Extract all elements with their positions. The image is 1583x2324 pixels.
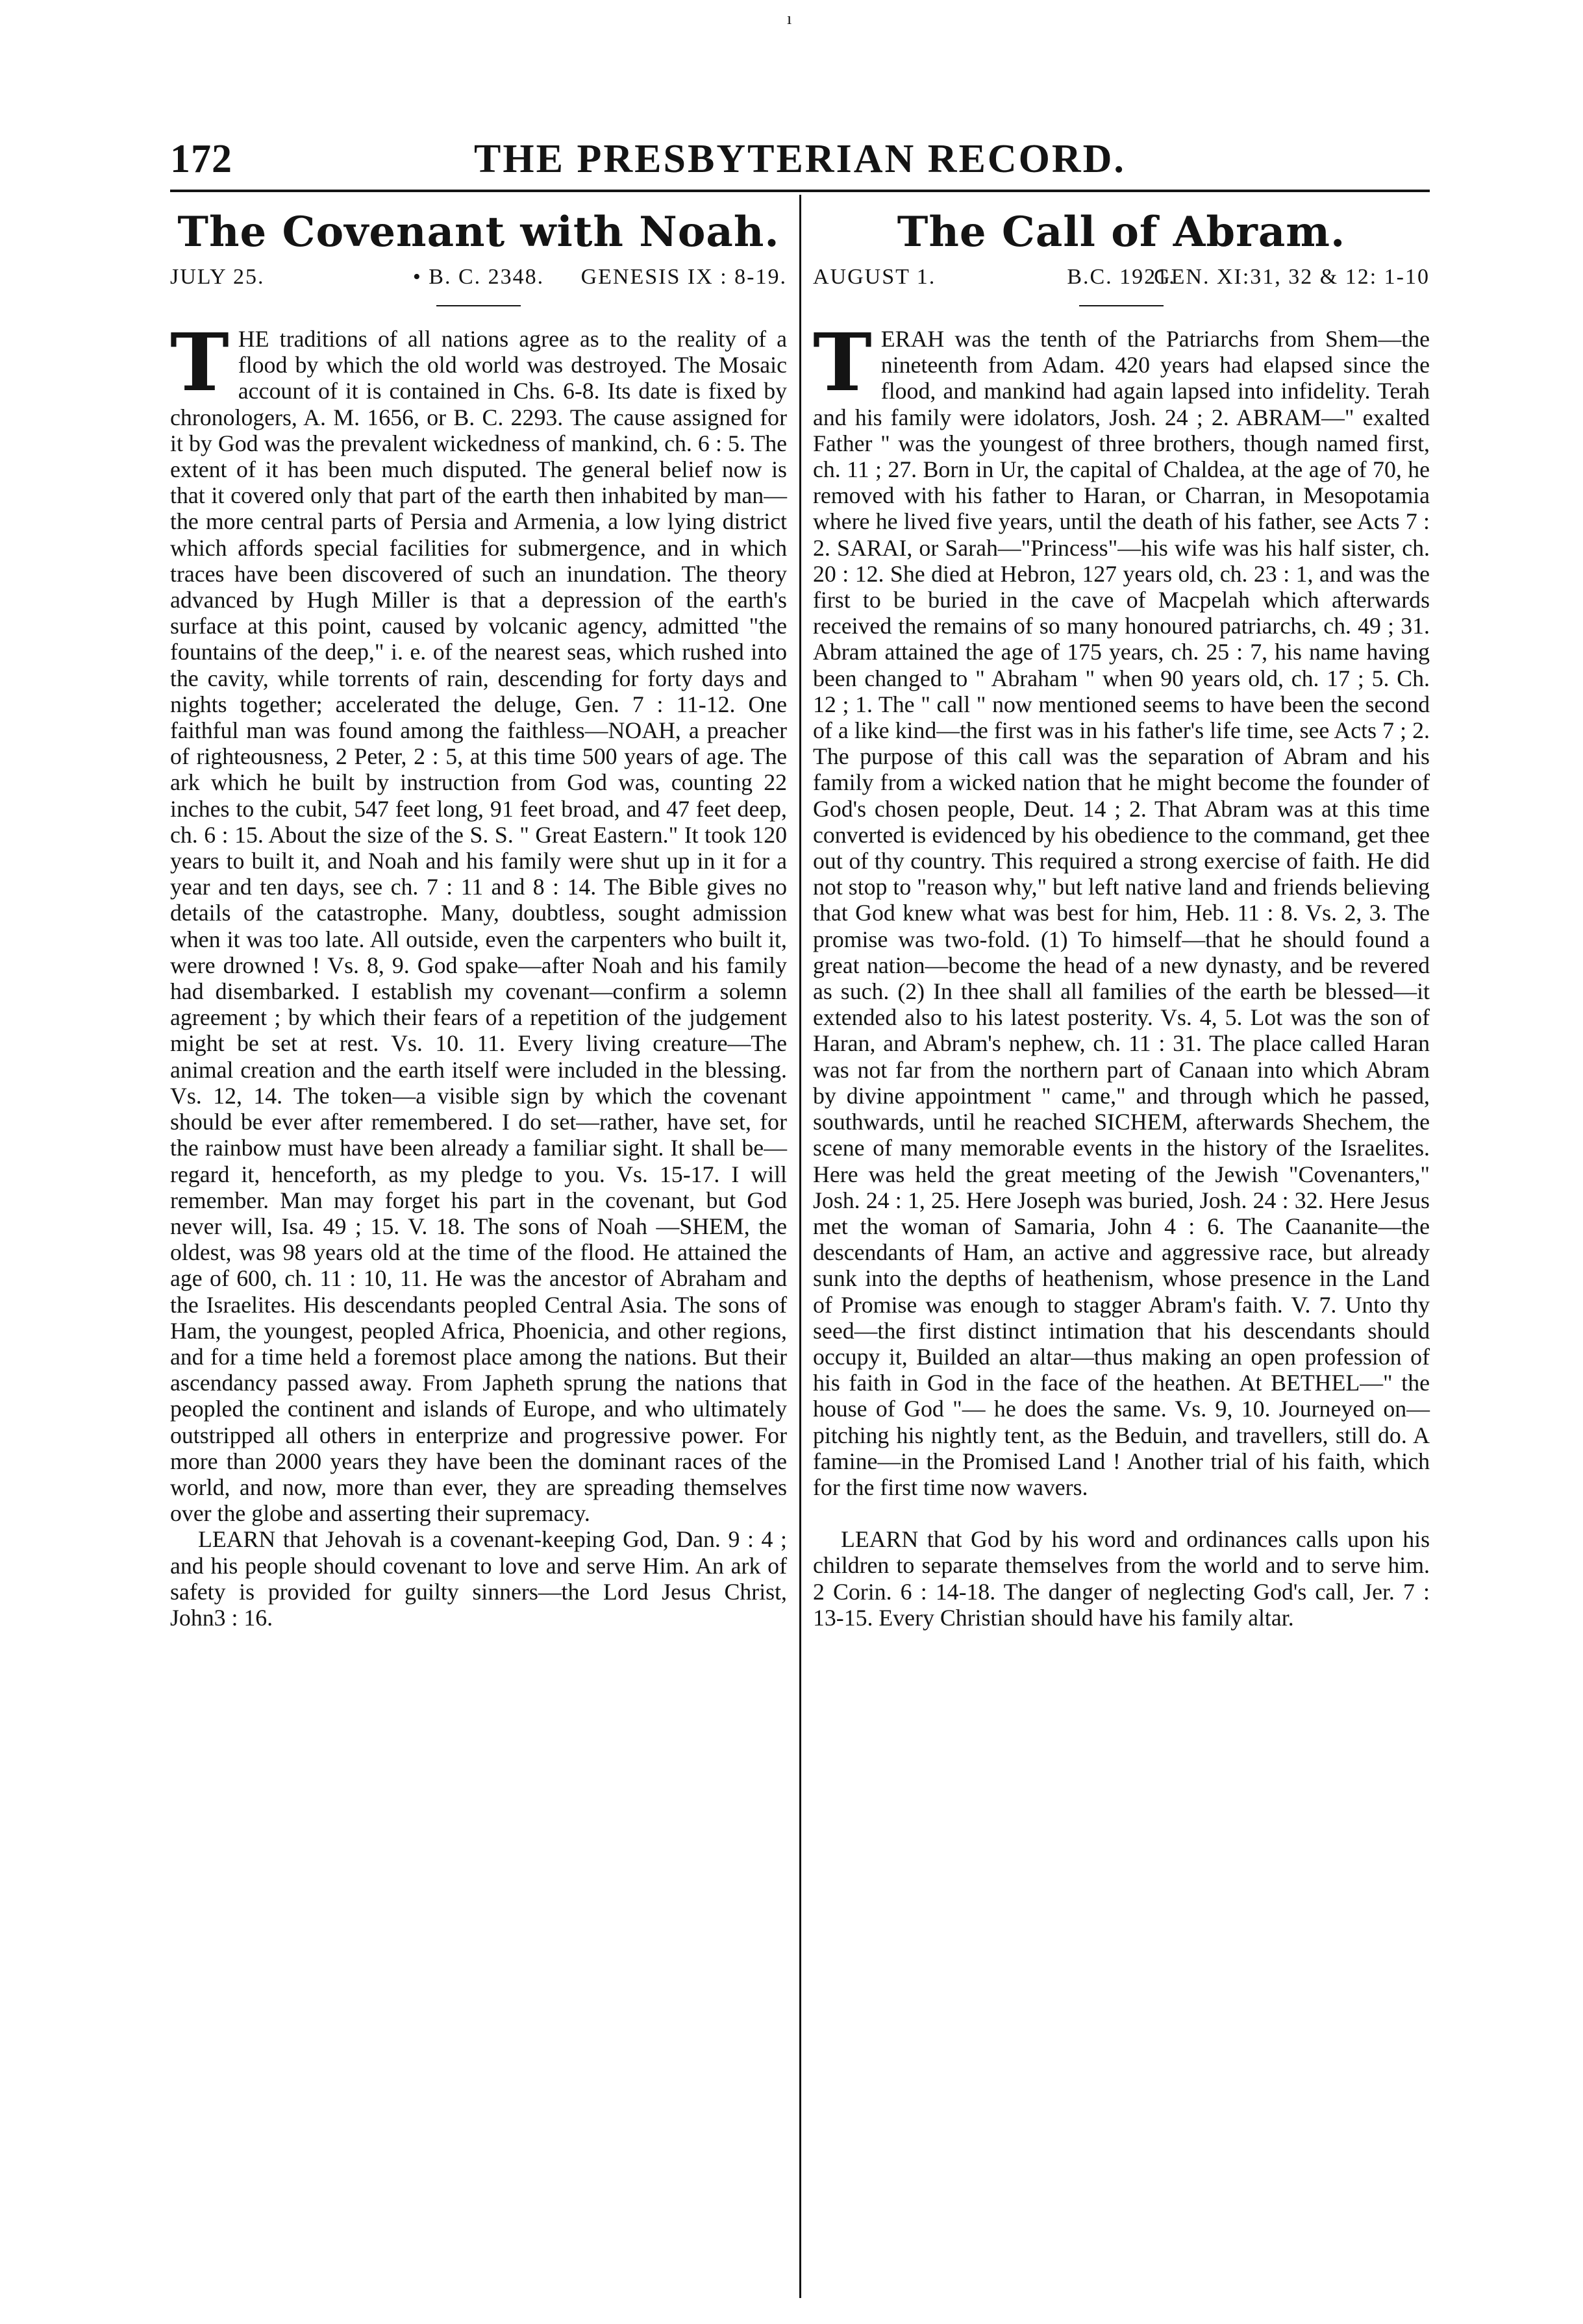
page-header [170, 136, 1430, 188]
running-title: THE PRESBYTERIAN RECORD. [474, 137, 1126, 181]
lesson-title: The Call of Abram. [897, 208, 1346, 256]
page-mark: ı [787, 9, 792, 28]
body-paragraph [170, 315, 787, 1527]
right-column [813, 203, 1430, 1631]
drop-cap: T [813, 315, 872, 409]
learn-paragraph: LEARN that Jehovah is a covenant-keeping God, Dan. 9 : 4 ; and his people should covenant to love and serve Him. An ark of safety is provided for guilty sinners—the Lord Jesus Christ, John3 : 16. [170, 1526, 787, 1631]
body-text: HE traditions of all nations agree as to the reality of a flood by which the old world was destroyed. The Mosaic account of it is contained in Chs. 6-8. Its date is fixed by chronologers, A. M. 1656, or B. C. 2293. The cause assigned for it by God was the prevalent wickedness of mankind, ch. 6 : 5. The extent of it has been much disputed. The general belief now is that it covered only that part of the earth then inhabited by man—the more central parts of Persia and Armenia, a low lying district which affords special facilities for submergence, and in which traces have been discovered of such an inundation. The theory advanced by Hugh Miller is that a depression of the earth's surface at this point, caused by volcanic agency, admitted "the fountains of the deep," i. e. of the nearest seas, which rushed into the cavity, while torrents of rain, descending for forty days and nights together; accelerated the deluge, Gen. 7 : 11-12. One faithful man was found among the faithless—NOAH, a preacher of righteousness, 2 Peter, 2 : 5, at this time 500 years of age. The ark which he built by instruction from God was, counting 22 inches to the cubit, 547 feet long, 91 feet broad, and 47 feet deep, ch. 6 : 15. About the size of the S. S. " Great Eastern." It took 120 years to built it, and Noah and his family were shut up in it for a year and ten days, see ch. 7 : 11 and 8 : 14. The Bible gives no details of the catastrophe. Many, doubtless, sought admission when it was too late. All outside, even the carpenters who built it, were drowned ! Vs. 8, 9. God spake—after Noah and his family had disembarked. I establish my covenant—confirm a solemn agreement ; by which their fears of a repetition of the judgement might be set at rest. Vs. 10. 11. Every living creature—The animal creation and the earth itself were included in the blessing. Vs. 12, 14. The token—a visible sign by which the covenant should be ever after remembered. I do set—rather, have set, for the rainbow must have been already a familiar sight. It shall be—regard it, henceforth, as my pledge to you. Vs. 15-17. I will remember. Man may forget his part in the covenant, but God never will, Isa. 49 ; 15. V. 18. The sons of Noah —SHEM, the oldest, was 98 years old at the time of the flood. He attained the age of 600, ch. 11 : 10, 11. He was the ancestor of Abraham and the Israelites. His descendants peopled Central Asia. The sons of Ham, the youngest, peopled Africa, Phoenicia, and other regions, and for a time held a foremost place among the nations. But their ascendancy passed away. From Japheth sprung the nations that peopled the continent and islands of Europe, and who ultimately outstripped all others in enterprize and progressive power. For more than 2000 years they have been the dominant races of the world, and now, more than ever, they are spreading themselves over the globe and asserting their supremacy. [170, 326, 787, 1527]
paragraph-gap [813, 1500, 1430, 1526]
lesson-meta [170, 265, 787, 301]
body-text: ERAH was the tenth of the Patriarchs from Shem—the nineteenth from Adam. 420 years had elapsed since the flood, and mankind had again lapsed into infidelity. Terah and his family were idolators, Josh. 24 ; 2. ABRAM—" exalted Father " was the youngest of three brothers, though named first, ch. 11 ; 27. Born in Ur, the capital of Chaldea, at the age of 70, he removed with his father to Haran, or Charran, in Mesopotamia where he lived five years, until the death of his father, see Acts 7 : 2. SARAI, or Sarah—"Princess"—his wife was his half sister, ch. 20 : 12. She died at Hebron, 127 years old, ch. 23 : 1, and was the first to be buried in the cave of Macpelah which afterwards received the remains of so many honoured patriarchs, ch. 49 ; 31. Abram attained the age of 175 years, ch. 25 : 7, his name having been changed to " Abraham " when 90 years old, ch. 17 ; 5. Ch. 12 ; 1. The " call " now mentioned seems to have been the second of a like kind—the first was in his father's life time, see Acts 7 ; 2. The purpose of this call was the separation of Abram and his family from a wicked nation that he might become the founder of God's chosen people, Deut. 14 ; 2. That Abram was at this time converted is evidenced by his obedience to the command, get thee out of thy country. This required a strong exercise of faith. He did not stop to "reason why," but left native land and friends believing that God knew what was best for him, Heb. 11 : 8. Vs. 2, 3. The promise was two-fold. (1) To himself—that he should found a great nation—become the head of a new dynasty, and be revered as such. (2) In thee shall all families of the earth be blessed—it extended also to his latest posterity. Vs. 4, 5. Lot was the son of Haran, and Abram's nephew, ch. 11 : 31. The place called Haran was not far from the northern part of Canaan into which Abram by divine appointment " came," and through which he passed, southwards, until he reached SICHEM, afterwards Shechem, the scene of many memorable events in the history of the Israelites. Here was held the great meeting of the Jewish "Covenanters," Josh. 24 : 1, 25. Here Joseph was buried, Josh. 24 : 32. Here Jesus met the woman of Samaria, John 4 : 6. The Caananite—the descendants of Ham, an active and aggressive race, but already sunk into the depths of heathenism, whose presence in the Land of Promise was enough to stagger Abram's faith. V. 7. Unto thy seed—the first distinct intimation that his descendants should occupy it, Builded an altar—thus making an open profession of his faith in God in the face of the heathen. At BETHEL—" the house of God "— he does the same. Vs. 9, 10. Journeyed on—pitching his nightly tent, as the Beduin, and travellers, still do. A famine—in the Promised Land ! Another trial of his faith, which for the first time now wavers. [813, 326, 1430, 1500]
page-number: 172 [170, 137, 232, 181]
learn-paragraph: LEARN that God by his word and ordinances calls upon his children to separate themselves from the world and to serve him. 2 Corin. 6 : 14-18. The danger of neglecting God's call, Jer. 7 : 13-15. Every Christian should have his family altar. [813, 1526, 1430, 1631]
column-divider [799, 195, 801, 2298]
lesson-date: JULY 25. [170, 265, 265, 289]
lesson-reference: GEN. XI:31, 32 & 12: 1-10 [1154, 265, 1430, 289]
body-paragraph [813, 315, 1430, 1500]
header-rule [170, 190, 1430, 192]
title-rule [436, 305, 521, 306]
lesson-meta [813, 265, 1430, 301]
lesson-reference: GENESIS IX : 8-19. [580, 265, 787, 289]
lesson-year: • B. C. 2348. [412, 265, 545, 289]
left-column [170, 203, 787, 1631]
lesson-body [170, 315, 787, 1631]
lesson-body [813, 315, 1430, 1631]
title-rule [1079, 305, 1164, 306]
drop-cap: T [170, 315, 229, 409]
lesson-date: AUGUST 1. [813, 265, 936, 289]
lesson-year: B.C. 1921. [1067, 265, 1176, 289]
lesson-title: The Covenant with Noah. [177, 208, 780, 256]
